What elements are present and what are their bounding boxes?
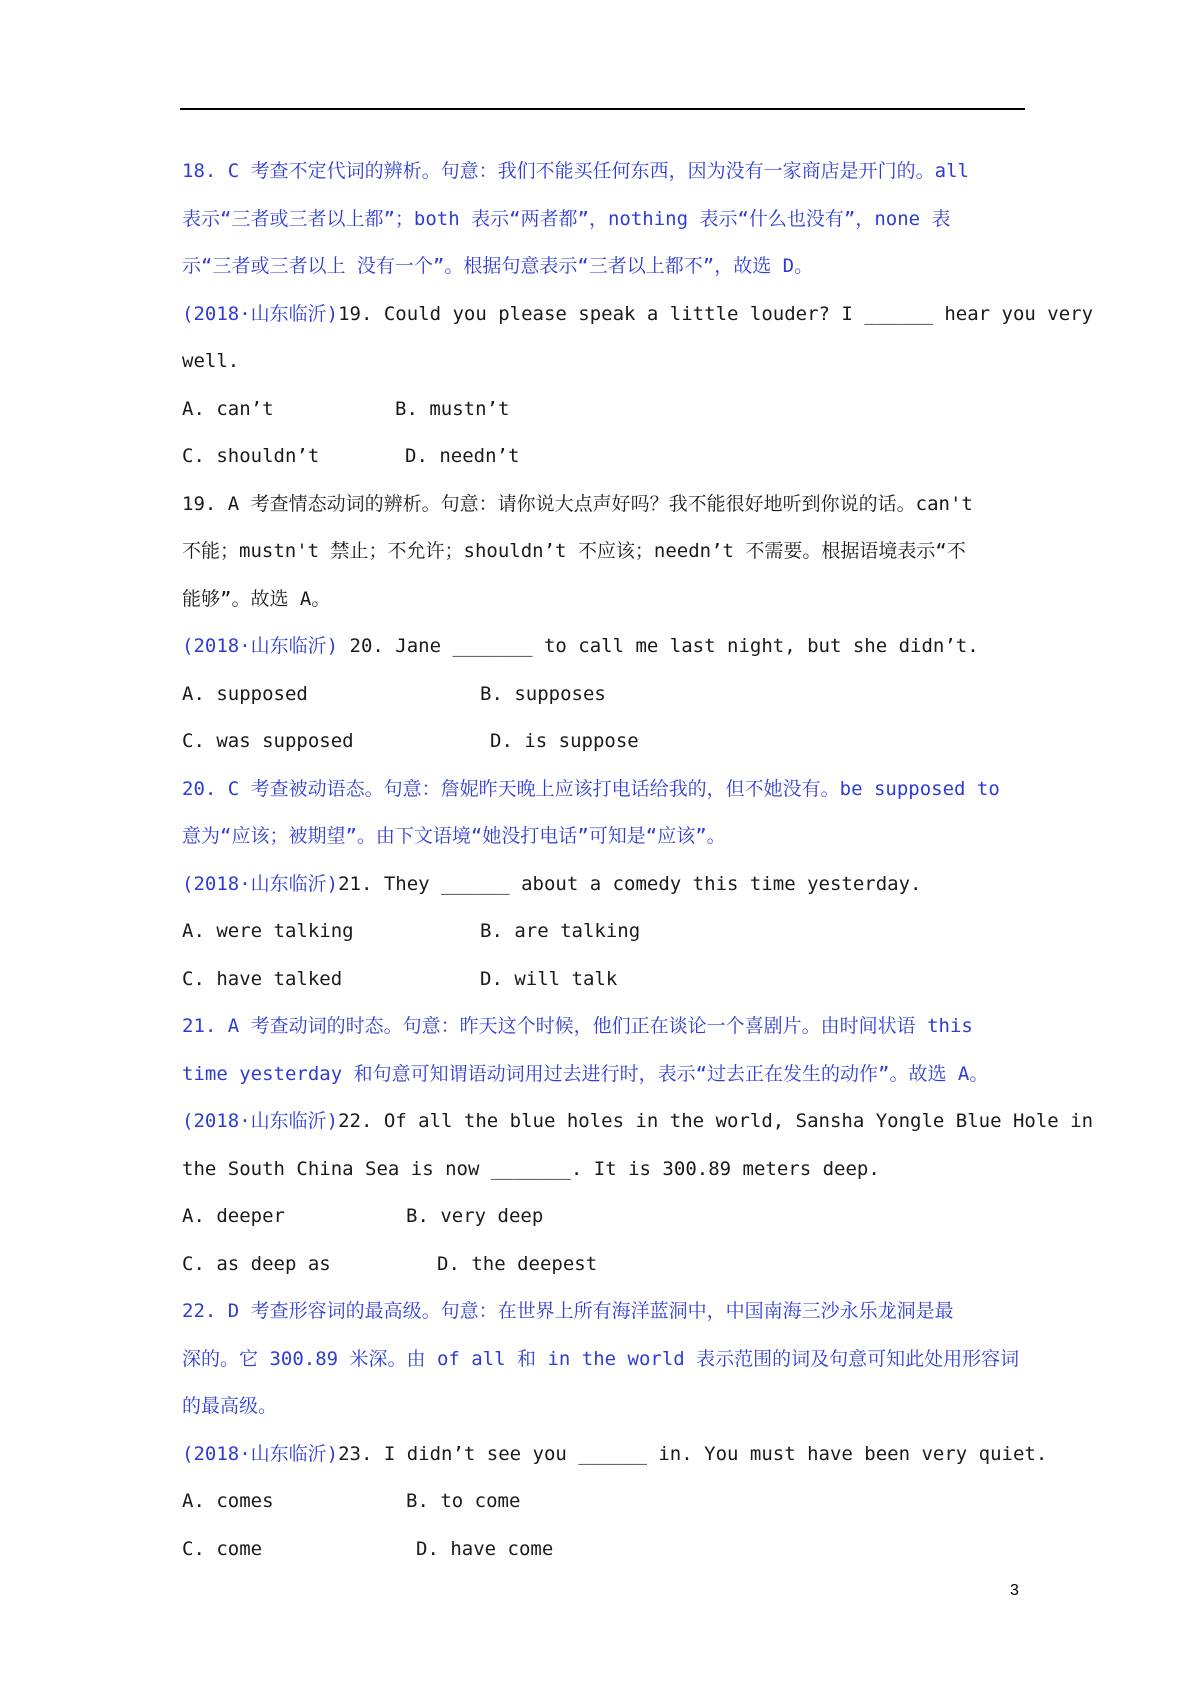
option-a: A. were talking	[182, 920, 354, 942]
option-d: D. needn’t	[405, 445, 520, 467]
options-row	[182, 386, 1027, 434]
answer-19-line: 能够”。故选 A。	[182, 587, 331, 610]
question-19-line: well.	[182, 350, 240, 372]
question-22-line	[182, 1098, 1094, 1146]
question-19-text: 19. Could you please speak a little louder? I ______ hear you very	[338, 302, 1094, 325]
answer-22-line: 深的。它 300.89 米深。由 of all 和 in the world 表示范围的词及句意可知此处用形容词	[182, 1347, 1020, 1370]
answer-20-line: 20. C 考查被动语态。句意：詹妮昨天晚上应该打电话给我的，但不她没有。be supposed to	[182, 777, 1000, 800]
options-row	[182, 1241, 1027, 1289]
options-row	[182, 908, 1027, 956]
answer-18-line: 18. C 考查不定代词的辨析。句意：我们不能买任何东西，因为没有一家商店是开门的。all	[182, 160, 969, 182]
question-20-text: 20. Jane _______ to call me last night, but she didn’t.	[338, 635, 979, 657]
question-source: (2018·山东临沂)	[182, 302, 339, 325]
question-source: (2018·山东临沂)	[182, 872, 339, 895]
option-d: D. is suppose	[490, 730, 639, 752]
option-c: C. as deep as	[182, 1252, 331, 1275]
answer-22-line: 22. D 考查形容词的最高级。句意：在世界上所有海洋蓝洞中，中国南海三沙永乐龙洞是最	[182, 1300, 954, 1322]
question-21-line	[182, 861, 1027, 909]
option-a: A. supposed	[182, 682, 308, 705]
options-row	[182, 718, 1027, 766]
options-row	[182, 433, 1027, 481]
answer-22-line: 的最高级。	[182, 1395, 278, 1417]
option-c: C. was supposed	[182, 730, 354, 752]
question-19-line	[182, 291, 1094, 339]
option-a: A. deeper	[182, 1205, 285, 1227]
option-d: D. the deepest	[437, 1252, 598, 1275]
question-20-line	[182, 623, 1027, 671]
question-22-line: the South China Sea is now _______. It is 300.89 meters deep.	[182, 1157, 880, 1180]
answer-20-line: 意为“应该；被期望”。由下文语境“她没打电话”可知是“应该”。	[182, 825, 726, 847]
page-number: 3	[1010, 1582, 1019, 1599]
answer-19-line: 不能；mustn't 禁止；不允许；shouldn’t 不应该；needn’t 不需要。根据语境表示“不	[182, 540, 966, 562]
options-row	[182, 1478, 1027, 1526]
page-content	[182, 148, 1094, 1573]
question-23-text: 23. I didn’t see you ______ in. You must have been very quiet.	[338, 1442, 1048, 1465]
option-c: C. come	[182, 1537, 263, 1560]
answer-21-line: time yesterday 和句意可知谓语动词用过去进行时，表示“过去正在发生的动作”。故选 A。	[182, 1062, 989, 1085]
option-a: A. comes	[182, 1490, 274, 1512]
option-b: B. supposes	[480, 682, 606, 705]
answer-19-line: 19. A 考查情态动词的辨析。句意：请你说大点声好吗？我不能很好地听到你说的话。can't	[182, 492, 973, 515]
option-b: B. to come	[406, 1490, 521, 1512]
option-c: C. have talked	[182, 967, 343, 990]
options-row	[182, 956, 1027, 1004]
option-a: A. can’t	[182, 397, 274, 420]
answer-21-line: 21. A 考查动词的时态。句意：昨天这个时候，他们正在谈论一个喜剧片。由时间状语 this	[182, 1015, 973, 1037]
question-source: (2018·山东临沂)	[182, 1110, 339, 1132]
option-d: D. will talk	[480, 967, 618, 990]
option-b: B. are talking	[480, 920, 641, 942]
question-source: (2018·山东临沂)	[182, 635, 339, 657]
question-23-line	[182, 1431, 1048, 1479]
question-22-text: 22. Of all the blue holes in the world, Sansha Yongle Blue Hole in	[338, 1110, 1094, 1132]
options-row	[182, 1193, 1027, 1241]
header-rule	[180, 108, 1025, 110]
options-row	[182, 1526, 1027, 1574]
answer-18-line: 示“三者或三者以上 没有一个”。根据句意表示“三者以上都不”，故选 D。	[182, 255, 814, 277]
question-source: (2018·山东临沂)	[182, 1442, 339, 1465]
question-21-text: 21. They ______ about a comedy this time yesterday.	[338, 872, 922, 895]
option-d: D. have come	[416, 1537, 554, 1560]
answer-18-line: 表示“三者或三者以上都”；both 表示“两者都”，nothing 表示“什么也没有”，none 表	[182, 207, 951, 230]
options-row	[182, 671, 1027, 719]
option-c: C. shouldn’t	[182, 445, 320, 467]
option-b: B. very deep	[406, 1205, 544, 1227]
option-b: B. mustn’t	[395, 397, 510, 420]
